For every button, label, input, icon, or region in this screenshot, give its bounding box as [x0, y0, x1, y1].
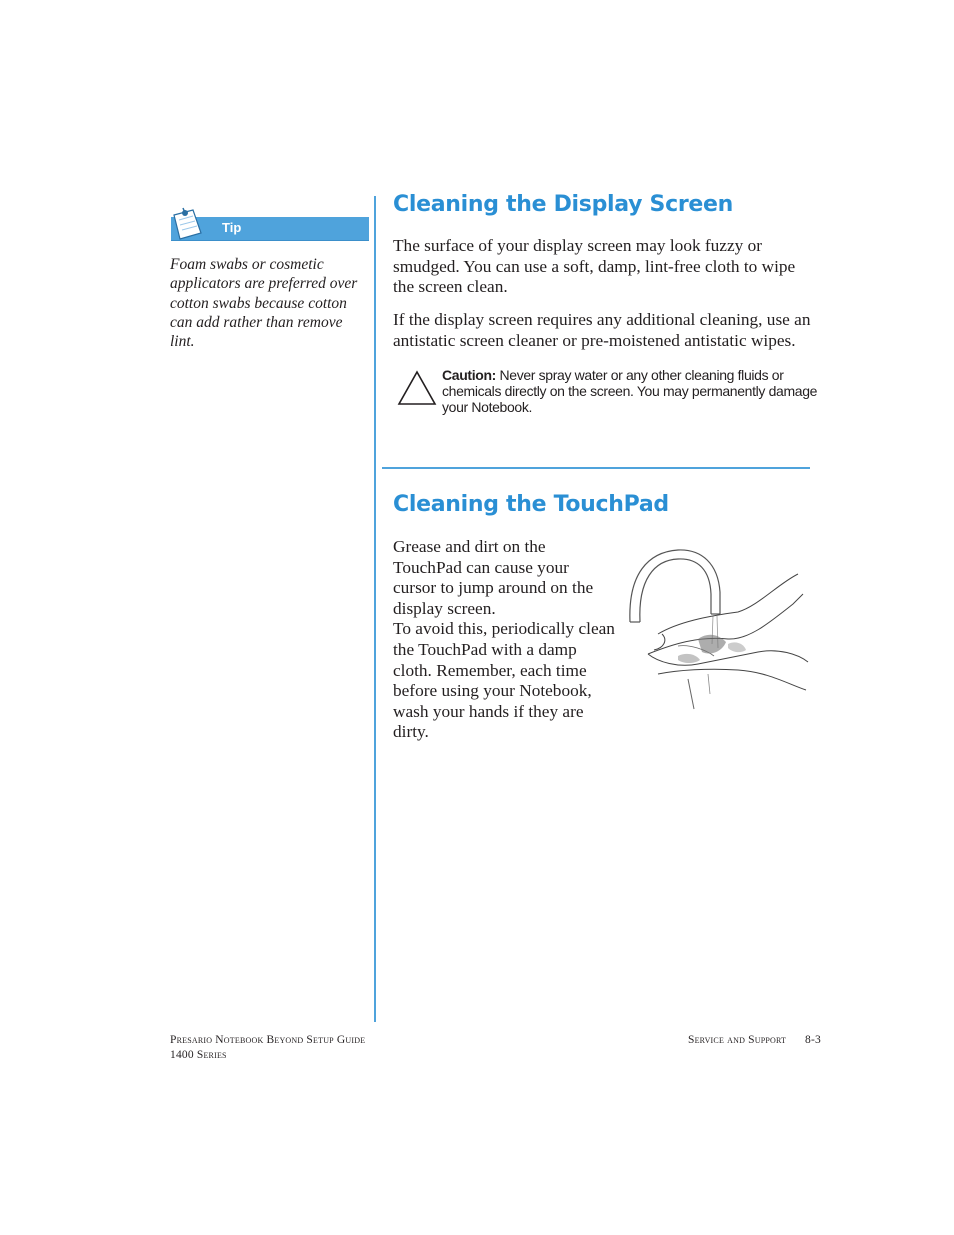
touchpad-text: [393, 537, 615, 743]
caution-label: Caution:: [442, 367, 496, 383]
section-divider: [382, 467, 810, 469]
tip-text: Foam swabs or cosmetic applicators are preferred over cotton swabs because cotton can add rather than remove lint.: [170, 256, 358, 351]
footer-chapter: Service and Support: [688, 1034, 787, 1046]
tip-label: Tip: [222, 220, 242, 235]
paragraph: To avoid this, periodically clean the TouchPad with a damp cloth. Remember, each time before using your Notebook, wash your hands if they are dirty.: [393, 619, 615, 742]
paragraph: If the display screen requires any additional cleaning, use an antistatic screen cleaner or pre-moistened antistatic wipes.: [393, 310, 811, 350]
warning-triangle-icon: [397, 370, 437, 406]
paragraph: Grease and dirt on the TouchPad can cause your cursor to jump around on the display screen.: [393, 537, 594, 618]
section-heading-touchpad: Cleaning the TouchPad: [393, 492, 669, 517]
caution-text: Never spray water or any other cleaning fluids or chemicals directly on the screen. You may permanently damage your Notebook.: [442, 367, 818, 415]
page-number: 8-3: [805, 1034, 821, 1046]
section-heading-display-screen: Cleaning the Display Screen: [393, 192, 733, 217]
footer-book-title: Presario Notebook Beyond Setup Guide: [170, 1034, 366, 1046]
footer-series: 1400 Series: [170, 1049, 227, 1061]
hand-washing-illustration: [618, 544, 818, 714]
paragraph: The surface of your display screen may look fuzzy or smudged. You can use a soft, damp, lint-free cloth to wipe the screen clean.: [393, 236, 796, 297]
vertical-divider: [374, 196, 376, 1022]
notepad-pin-icon: [171, 207, 207, 241]
caution-note: [442, 368, 822, 415]
